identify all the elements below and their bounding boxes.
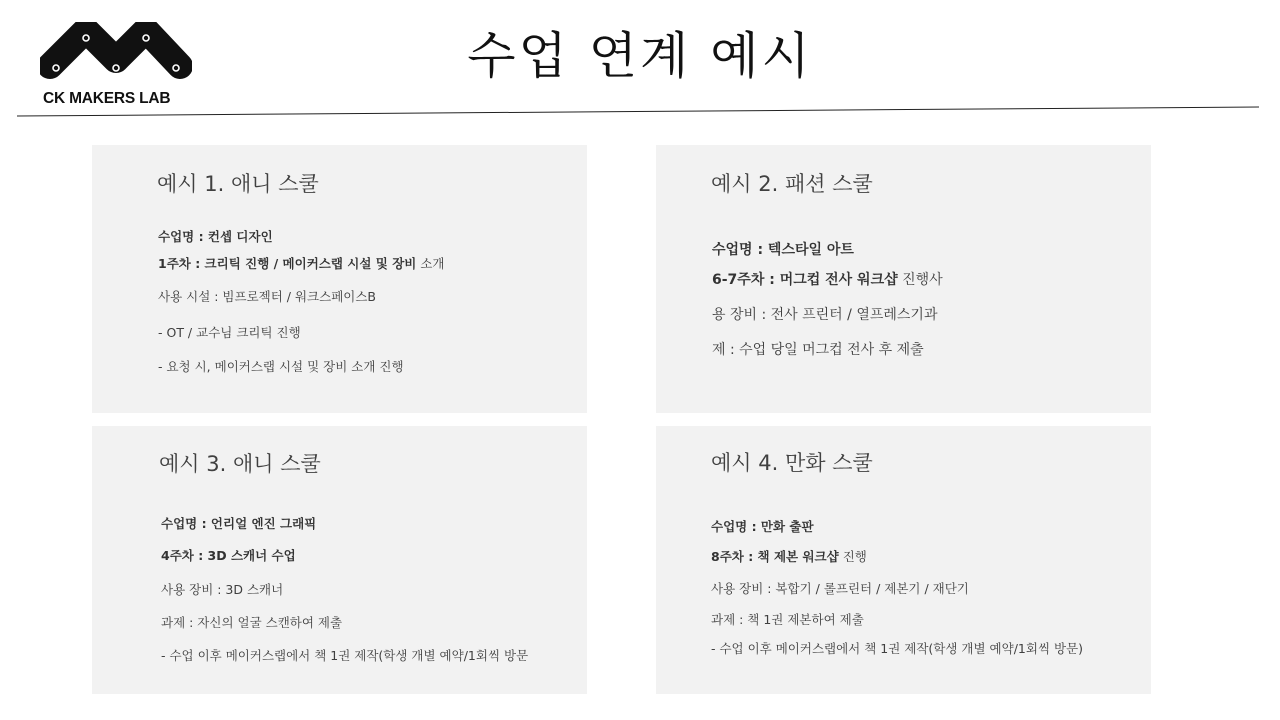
note-info: - 수업 이후 메이커스랩에서 책 1권 제작(학생 개별 예약/1회씩 방문 xyxy=(161,648,529,663)
week-info-tail: 진행사 xyxy=(897,272,943,288)
class-name: 수업명 : 컨셉 디자인 xyxy=(158,229,273,244)
week-info-bold: 8주차 : 책 제본 워크샵 xyxy=(711,549,839,564)
header-divider xyxy=(0,0,1280,120)
equipment-info: 사용 장비 : 3D 스캐너 xyxy=(161,582,284,597)
example-card-1 xyxy=(92,145,587,413)
week-info xyxy=(711,549,867,564)
week-info-bold: 1주차 : 크리틱 진행 / 메이커스랩 시설 및 장비 xyxy=(158,256,417,271)
logo-text: CK MAKERS LAB xyxy=(43,90,171,107)
week-info xyxy=(712,272,943,289)
assignment-info: 과제 : 책 1권 제본하여 제출 xyxy=(711,612,864,627)
equipment-info: 용 장비 : 전사 프린터 / 열프레스기과 xyxy=(712,307,938,323)
example-heading: 예시 4. 만화 스쿨 xyxy=(711,451,873,475)
week-info-bold: 6-7주차 : 머그컵 전사 워크샵 xyxy=(712,272,898,288)
facility-info: 사용 시설 : 빔프로젝터 / 워크스페이스B xyxy=(158,289,376,304)
example-heading: 예시 3. 애니 스쿨 xyxy=(159,452,321,476)
assignment-info: 제 : 수업 당일 머그컵 전사 후 제출 xyxy=(712,342,924,358)
assignment-info: 과제 : 자신의 얼굴 스캔하여 제출 xyxy=(161,615,343,630)
list-item: - 요청 시, 메이커스랩 시설 및 장비 소개 진행 xyxy=(158,359,404,374)
class-name: 수업명 : 만화 출판 xyxy=(711,519,814,534)
example-heading: 예시 2. 패션 스쿨 xyxy=(711,172,873,196)
example-heading: 예시 1. 애니 스쿨 xyxy=(157,172,319,196)
week-info xyxy=(158,256,444,271)
page-title: 수업 연계 예시 xyxy=(467,27,813,85)
note-info: - 수업 이후 메이커스랩에서 책 1권 제작(학생 개별 예약/1회씩 방문) xyxy=(711,641,1084,656)
week-info-tail: 진행 xyxy=(838,549,867,564)
example-card-2 xyxy=(656,145,1151,413)
example-card-3 xyxy=(92,426,587,694)
class-name: 수업명 : 언리얼 엔진 그래픽 xyxy=(161,516,317,531)
equipment-info: 사용 장비 : 복합기 / 롤프린터 / 제본기 / 재단기 xyxy=(711,581,969,596)
week-info-tail: 소개 xyxy=(416,256,445,271)
class-name: 수업명 : 텍스타일 아트 xyxy=(712,242,854,258)
example-card-4 xyxy=(656,426,1151,694)
week-info: 4주차 : 3D 스캐너 수업 xyxy=(161,548,296,563)
list-item: - OT / 교수님 크리틱 진행 xyxy=(158,325,301,340)
